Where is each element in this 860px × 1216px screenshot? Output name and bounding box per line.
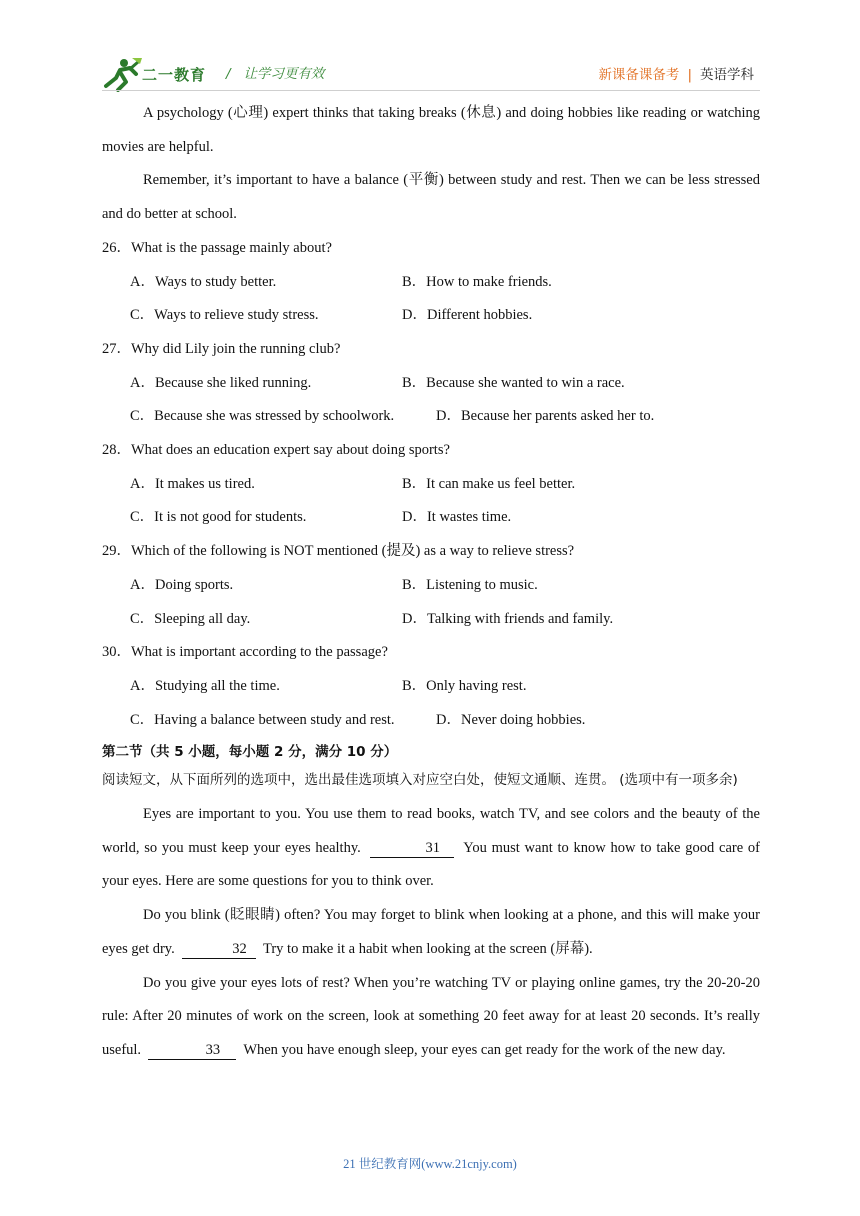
header-right	[598, 63, 754, 83]
header-separator: |	[687, 67, 692, 83]
page-content	[102, 97, 760, 1068]
option-d: D．Talking with friends and family.	[402, 610, 614, 627]
option-a: A．It makes us tired.	[130, 475, 255, 492]
option-a: A．Because she liked running.	[130, 374, 312, 391]
page-header	[0, 0, 860, 96]
option-d: D．Because her parents asked her to.	[436, 408, 655, 425]
blank-31[interactable]: 31	[370, 839, 454, 858]
logo-text: 二一教育	[142, 66, 207, 84]
section-instruction: 阅读短文，从下面所列的选项中，选出最佳选项填入对应空白处，使短文通顺、连贯。 (选项中有一项多余)	[102, 772, 738, 789]
passage-paragraph: Do you blink (眨眼睛) often? You may forget to blink when looking at a phone, and this will make your eyes get dry. 32 Try to make it a habit when looking at the screen (屏幕).	[102, 907, 760, 957]
option-b: B．Only having rest.	[402, 677, 527, 694]
question-stem: 29．Which of the following is NOT mentioned (提及) as a way to relieve stress?	[102, 543, 575, 560]
blank-32[interactable]: 32	[182, 940, 256, 959]
question-stem: 28．What does an education expert say about doing sports?	[102, 442, 450, 459]
header-slogan: / 让学习更有效	[226, 66, 325, 82]
option-c: C．Having a balance between study and rest.	[130, 711, 395, 728]
option-a: A．Ways to study better.	[130, 273, 277, 290]
header-divider	[102, 90, 760, 91]
passage-paragraph: Eyes are important to you. You use them to read books, watch TV, and see colors and the beauty of the world, so you must keep your eyes healthy. 31 You must want to know how to take good care of your eyes. Here are some questions for you to think over.	[102, 806, 760, 890]
passage-paragraph: Do you give your eyes lots of rest? When you’re watching TV or playing online games, try the 20-20-20 rule: After 20 minutes of work on the screen, look at something 20 feet away for at least 20 seconds. It’s really useful. 33 When you have enough sleep, your eyes can get ready for the work of the new day.	[102, 974, 760, 1058]
header-subject: 英语学科	[700, 67, 754, 83]
option-a: A．Doing sports.	[130, 576, 234, 593]
paragraph: A psychology (心理) expert thinks that taking breaks (休息) and doing hobbies like reading or watching movies are helpful.	[102, 105, 760, 155]
question-28	[102, 434, 760, 535]
option-d: D．Never doing hobbies.	[436, 711, 586, 728]
paragraph: Remember, it’s important to have a balance (平衡) between study and rest. Then we can be less stressed and do better at school.	[102, 172, 760, 223]
option-c: C．Because she was stressed by schoolwork.	[130, 408, 395, 425]
question-stem: 26．What is the passage mainly about?	[102, 239, 332, 256]
blank-33[interactable]: 33	[148, 1041, 236, 1060]
page-footer: 21 世纪教育网(www.21cnjy.com)	[343, 1157, 517, 1171]
question-30	[102, 636, 760, 737]
question-29	[102, 535, 760, 636]
option-c: C．It is not good for students.	[130, 509, 307, 526]
option-b: B．It can make us feel better.	[402, 475, 576, 492]
option-b: B．Listening to music.	[402, 576, 538, 593]
question-stem: 27．Why did Lily join the running club?	[102, 340, 341, 357]
question-26	[102, 232, 760, 333]
option-c: C．Ways to relieve study stress.	[130, 307, 319, 324]
option-d: D．It wastes time.	[402, 509, 512, 526]
option-c: C．Sleeping all day.	[130, 610, 251, 627]
option-b: B．How to make friends.	[402, 273, 552, 290]
option-a: A．Studying all the time.	[130, 677, 280, 694]
option-b: B．Because she wanted to win a race.	[402, 374, 625, 391]
option-d: D．Different hobbies.	[402, 307, 533, 324]
section-title: 第二节（共 5 小题，每小题 2 分，满分 10 分）	[102, 744, 398, 761]
header-tag: 新课备课备考	[598, 67, 680, 83]
question-27	[102, 333, 760, 434]
question-stem: 30．What is important according to the passage?	[102, 644, 388, 661]
